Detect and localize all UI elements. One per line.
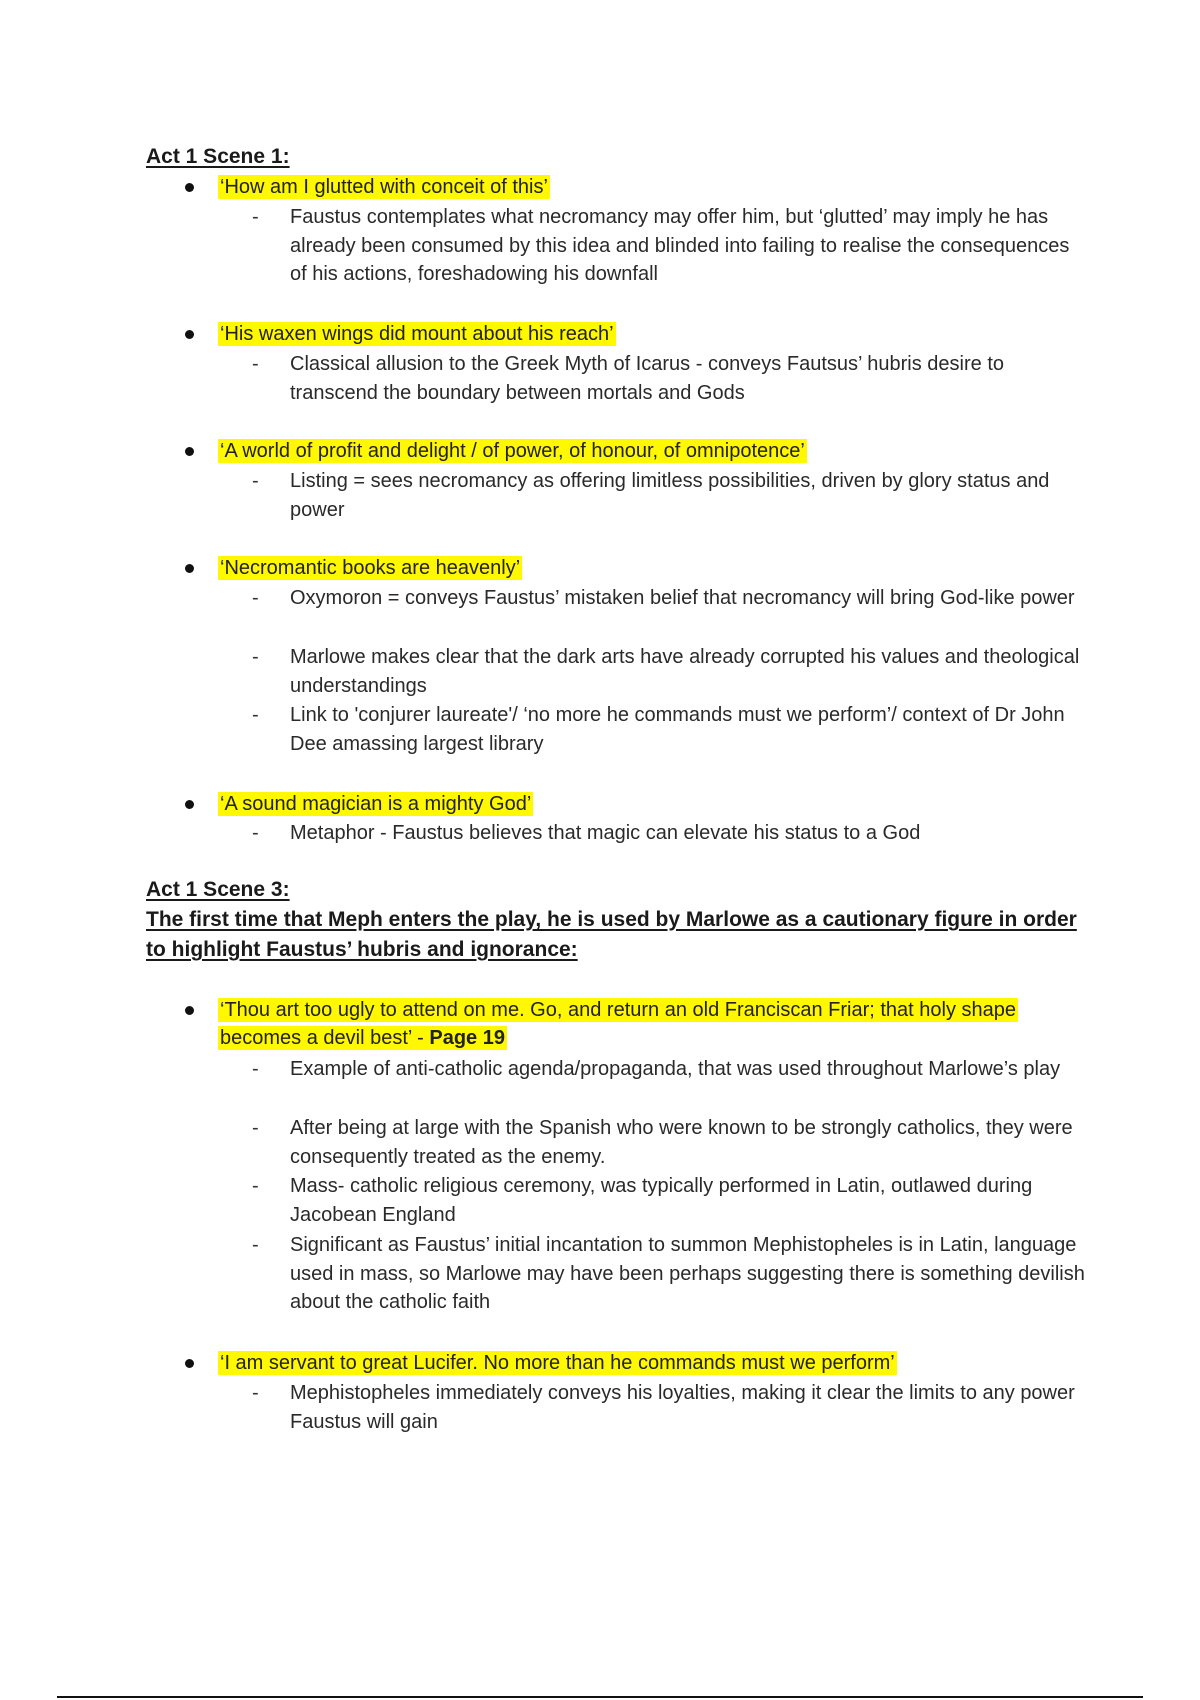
quote-text: ‘Necromantic books are heavenly’ bbox=[220, 557, 521, 579]
dash-icon: - bbox=[252, 1058, 259, 1080]
note-text: Marlowe makes clear that the dark arts have already corrupted his values and theological understandings bbox=[290, 646, 1080, 697]
bullet-icon bbox=[185, 183, 194, 192]
section-heading-act1-scene1: Act 1 Scene 1: bbox=[146, 145, 290, 168]
bullet-icon bbox=[185, 564, 194, 573]
section-intro: The first time that Meph enters the play, he is used by Marlowe as a cautionary figure in order to highlight Faustus’ hubris and ignorance: bbox=[146, 908, 1077, 961]
dash-icon: - bbox=[252, 470, 259, 492]
bullet-icon bbox=[185, 447, 194, 456]
note-text: Metaphor - Faustus believes that magic can elevate his status to a God bbox=[290, 822, 921, 844]
section-heading-act1-scene3: Act 1 Scene 3: bbox=[146, 878, 290, 901]
note-text: Oxymoron = conveys Faustus’ mistaken belief that necromancy will bring God-like power bbox=[290, 587, 1075, 609]
dash-icon: - bbox=[252, 1175, 259, 1197]
note-text: Example of anti-catholic agenda/propaganda, that was used throughout Marlowe’s play bbox=[290, 1058, 1061, 1080]
bullet-icon bbox=[185, 1359, 194, 1368]
dash-icon: - bbox=[252, 1234, 259, 1256]
dash-icon: - bbox=[252, 353, 259, 375]
quote-text: ‘A sound magician is a mighty God’ bbox=[220, 793, 532, 815]
dash-icon: - bbox=[252, 206, 259, 228]
note-text: Significant as Faustus’ initial incantation to summon Mephistopheles is in Latin, language used in mass, so Marlowe may have been perhaps suggesting there is something devilish about the catholic faith bbox=[290, 1234, 1085, 1313]
dash-icon: - bbox=[252, 704, 259, 726]
page-reference: Page 19 bbox=[429, 1027, 505, 1049]
note-text: Faustus contemplates what necromancy may offer him, but ‘glutted’ may imply he has already been consumed by this idea and blinded into failing to realise the consequences of his actions, foreshadowing his downfall bbox=[290, 206, 1070, 285]
note-text: After being at large with the Spanish who were known to be strongly catholics, they were consequently treated as the enemy. bbox=[290, 1117, 1073, 1168]
bottom-divider bbox=[57, 1696, 1143, 1698]
dash-icon: - bbox=[252, 822, 259, 844]
dash-icon: - bbox=[252, 587, 259, 609]
dash-icon: - bbox=[252, 646, 259, 668]
note-text: Listing = sees necromancy as offering limitless possibilities, driven by glory status and power bbox=[290, 470, 1050, 521]
note-text: Link to 'conjurer laureate'/ ‘no more he commands must we perform’/ context of Dr John Dee amassing largest library bbox=[290, 704, 1065, 755]
quote-text: ‘How am I glutted with conceit of this’ bbox=[220, 176, 548, 198]
bullet-icon bbox=[185, 800, 194, 809]
quote-text: ‘His waxen wings did mount about his reach’ bbox=[220, 323, 614, 345]
bullet-icon bbox=[185, 1006, 194, 1015]
quote-text: ‘I am servant to great Lucifer. No more than he commands must we perform’ bbox=[220, 1352, 895, 1374]
quote-text: ‘A world of profit and delight / of power, of honour, of omnipotence’ bbox=[220, 440, 805, 462]
note-text: Mass- catholic religious ceremony, was typically performed in Latin, outlawed during Jacobean England bbox=[290, 1175, 1033, 1226]
dash-icon: - bbox=[252, 1117, 259, 1139]
dash-icon: - bbox=[252, 1382, 259, 1404]
note-text: Mephistopheles immediately conveys his loyalties, making it clear the limits to any power Faustus will gain bbox=[290, 1382, 1075, 1433]
bullet-icon bbox=[185, 330, 194, 339]
quote-text: ‘Thou art too ugly to attend on me. Go, and return an old Franciscan Friar; that holy shape becomes a devil best’ - Page 19 bbox=[220, 999, 1016, 1049]
note-text: Classical allusion to the Greek Myth of Icarus - conveys Fautsus’ hubris desire to transcend the boundary between mortals and Gods bbox=[290, 353, 1005, 404]
